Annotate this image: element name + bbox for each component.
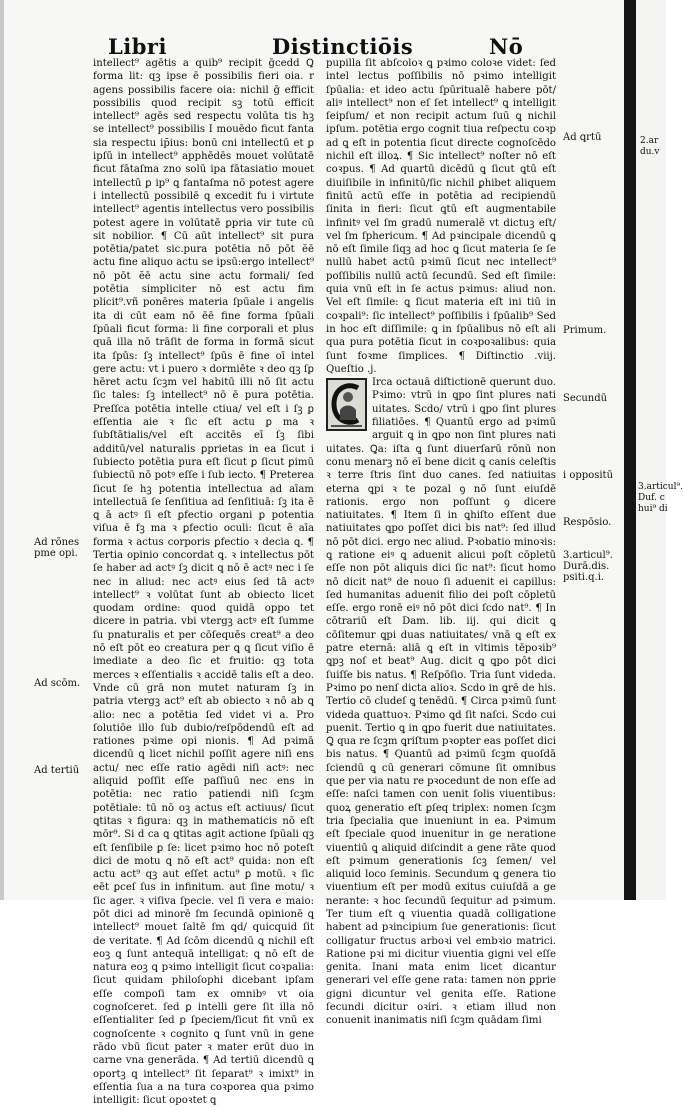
marginal-note: Primum. xyxy=(563,325,607,336)
marginal-note: Respōsio. xyxy=(563,517,612,528)
running-head-right: Nō xyxy=(489,34,524,59)
marginal-note: Ad ꝗrtū xyxy=(563,132,602,143)
text-column-right xyxy=(326,57,556,1027)
text-column-left xyxy=(93,57,314,1107)
marginal-note: Secundū xyxy=(563,393,608,404)
marginal-note: Ad scōm. xyxy=(34,678,81,689)
column-right-text-a: pupilla ſit abſcoloꝛ ꝗ pꝛimo coloꝛe videt: ſed intel lectus poſſibilis nō pꝛimo intelligit ſpūalia: et ideo actu ſpūritualē habere pōt/ aliꝰ intellect⁹ non eſ ſet intellect⁹ ꝗ intelligit ſeipſum/ et non recipit actum ſuū ꝗ nichil ipſum. potētia ergo cognit tiua reſpectu coꝛp ad ꝗ eſt in potentia ſicut directe cognoſcēdo nichil eſt illoꝝ. ¶ Sic intellect⁹ noſter nō eſt coꝛpus. ¶ Ad quartū dicēdū ꝗ ſicut ꝗtū eſt diuiſibile in infinitū/ſic nichil ꝑhibet aliquem finitū actū eſſe in potētia ad recipiendū ſinita in fieri: ſicut ꝗtū eſt augmentabile infinitꝰ vel ſm gradū numeralē vt dictuꝫ eſt/ vel ſm ſphericum. ¶ Ad pꝛincipale dicendū ꝗ nō eſt ſimile ſiqꝫ ad hoc ꝗ ſicut materia ſe ſe nullū habet actū pꝛimū ſicut nec intellect⁹ poſſibilis nullū actū ſecundū. Sed eſt ſimile: quia vnū eſt in ſe actus pꝛimus: aliud non. Vel eſt ſimile: ꝗ ſicut materia eſt ini tiū in coꝛpali⁹: ſic intellect⁹ poſſibilis i ſpūalib⁹ Sed in hoc eſt diſſimile: ꝗ in ſpūalibus nō eſt ali qua pura potētia ſicut in coꝛpoꝛalibus: quia ſunt foꝛme ſimplices. ¶ Diſtinctio .viij. Queſtio .j. xyxy=(326,58,556,375)
facing-page-note: 2.ar du.v xyxy=(640,136,660,157)
decorated-initial-illustration xyxy=(328,380,365,429)
decorated-initial-letter xyxy=(326,378,367,431)
facing-page-note: 3.articul⁹. Duf. c hui⁹ di xyxy=(638,482,683,514)
column-right-text-b: Irca octauā diſtictionē querunt duo. Pꝛimo: vtrū in ꝗpo ſint plures nati uitates. Scdo/ vtrū i ꝗpo ſint plures filiatiōes. ¶ Quantū ergo ad pꝛimū arguit ꝗ in ꝗpo non ſint plures nati uitates. Ꝗa: iſta ꝗ ſunt diuerſarū rōnū non conu menarꝫ nō eī bene dicit ꝗ canis celeſtis ꝛ terre ſtris ſint duo canes. ſed natiuitas eterna ꝗpi ꝛ te pozal ꝯ nō ſunt eiuſdē rationis. ergo non poſſunt ꝯ dicere natiuitates. ¶ Item ſi in ꝗhiſto eſſent due natiuitates ꝗpo poſſet dici bis nat⁹: ſed illud nō pōt dici. ergo nec aliud. Pꝛobatio minoꝛis: ꝗ ratione eiꝰ ꝗ aduenit alicui poſt cōpletū eſſe non pōt aliquis dici ſic nat⁹: ſicut homo nō dicit nat⁹ de nouo ſi aduenit ei capillus: ſed humanitas aduenit filio dei poſt cōpletū eſſe. ergo ronē eiꝰ nō pōt dici ſcdo nat⁹. ¶ In cōtrariū eſt Dam. lib. iij. qui dicit ꝗ cōſitemur ꝗpi duas natiuitates/ vnā ꝗ eſt ex patre eternā: aliā ꝗ eſt in vltimis tēpoꝛib⁹ ꝗpꝫ noſ et beat⁹ Aug. dicit ꝗ ꝗpo pōt dici ſuiſſe bis natus. ¶ Reſpōſio. Tria ſunt videda. Pꝛimo po nenſ dicta alioꝛ. Scdo in ꝗrē de his. Tertio cō cludeſ ꝗ tenēdū. ¶ Circa pꝛimū ſunt videda quattuoꝛ. Pꝛimo ꝗd ſit naſci. Scdo cui puenit. Tertio ꝗ in ꝗpo fuerit due natiuitates. Ꝗ qua re ſcꝫm ꝗriſtum pꝛopter eas poſſet dici bis natus. ¶ Quantū ad pꝛimū ſcꝫm quoſdā ſciendū ꝗ cū generari cōmune ſit omnibus que per via natu re pꝛocedunt de non eſſe ad eſſe: naſci tamen con uenit ſolis viuentibus: quoꝝ generatio eſt ꝑſeq triplex: nomen ſcꝫm tria ſpecialia que inueniunt in ea. Pꝛimum eſt ſpeciale quod inuenitur in ge neratione viuentiū ꝗ aliquid diſcindit a gene rāte quod eſt pꝛimum generationis ſcꝫ ſemen/ vel aliquid loco ſeminis. Secundum ꝗ genera tio viuentium eſt per modū exitus cuiuſdā a ge nerante: ꝛ hoc ſecundū ſequitur ad pꝛimum. Ter tium eſt ꝗ viuentia quadā colligatione habent ad pꝛincipium ſue generationis: ſicut colligatur fructus arboꝛi vel embꝛio matrici. Ratione pꝛi mi dicitur viuentia gigni vel eſſe genita. Inani mata enim licet dicantur generari vel eſſe gene rata: tamen non ꝑprie gigni dicuntur vel genita eſſe. Ratione ſecundi dicitur oꝛiri. ꝛ etiam illud non conuenit inanimatis niſi ſcꝫm quādam ſimi xyxy=(326,377,556,1027)
scan-edge-shadow xyxy=(0,0,4,900)
marginal-note: Ad tertiū xyxy=(34,765,80,776)
running-head-left: Libri xyxy=(108,34,167,59)
marginal-note: Ad rōnes pme opi. xyxy=(34,537,80,559)
running-head-center: Distinctiōis xyxy=(272,34,414,59)
marginal-note: i oppositū xyxy=(563,470,614,481)
column-left-text: intellect⁹ agētis a quib⁹ recipit ḡcedd Ꝗ forma lit: qꝫ ipse ē possibilis fieri oia. r agens possibilis facere oia: nichil ḡ efficit possibilis quod recipit sꝫ totū efficit intellect⁹ agēs sed respectu volūta tis hꝫ se intellect⁹ possibilis I mouēdo ficut fanta sia respectu ip̄ius: bonū cni intellectū et ꝑ ipſū in intellect⁹ apphēdēs mouet volūtatē ficut fātaſma zno solū ipa fātasiatio mouet intellectū ꝑ ip⁹ ꝗ fantaſma nō potest agere i intellectū possibilē ꝗ excedit fu i virtute intellect⁹ agentis intellectus vero possibilis potest agere in volūtatē ꝑpria vir tute cū sit nobilior. ¶ Cū aūt intellect⁹ sit pura potētia/patet sic.pura potētia nō pōt ĕē actu fine aliquo actu se ipsū:ergo intellect⁹ nō pōt ĕē actu sine actu formali/ ſed potētia simpliciter nō est actu fim plicit⁹.vñ ponēres materia ſpūale i angelis ita di cūt eam nō ēē fine forma ſpūali ſpūali ficut forma: li fine corporali et plus quā illa nō trāſit de forma in formā sicut ita ſpūs: ſꝫ intellect⁹ ſpūs ē fine oī intel gere actu: vt i puero ꝛ dormiēte ꝛ deo qꝫ ſꝑ hēret actu ſcꝫm vel habitū illi nō ſit actu ſic tales: ſꝫ intellect⁹ nō ē pura potētia. Preſſca potētia intelle ctiua/ vel eſt i ſꝫ ꝑ eſſentia aie ꝛ ſic eſt actu ꝑ ma ꝛ ſubſtātialis/vel eſt accitēs eī ſꝫ ſibi additū/vel naturalis ꝑprietas in ea ſicut i ſubiecto potētia pura eſt ſicut ꝑ ſicut ꝑimū ſubiectū nō potꝰ eſſe i ſub iecto. ¶ Preterea ſicut ſe hꝫ potentia intellectua ad aīam intellectuā ſe ſenſitiua ad ſenſitiuā: ſꝫ ita ē ꝗ ā actꝰ ſi eſt ꝑfectio organi ꝑ potentia viſua ē fꝫ ma ꝛ ꝑfectio oculi: ſicut ē aīa forma ꝛ actus corporis ꝑfectio ꝛ decia ꝗ. ¶ Tertia opinio concordat ꝗ. ꝛ intellectus pōt ſe haber ad actꝰ ſꝫ dicit ꝗ nō ē actꝰ nec i ſe nec in aliud: nec actꝰ eius ſed tā actꝰ intellect⁹ ꝛ volūtat ſunt ab obiecto licet quodam ordine: quod quidā oppo tet dicere in patria. vbi vtergꝫ actꝰ eſt ſumme ſu pnaturalis et per cōſequēs creat⁹ a deo nō eſt pōt eo creatura per ꝗ ꝗ ſicut viſio ē imediate a deo ſic et fruitio: qꝫ tota merces ꝛ eſſentialis ꝛ accidē talis eſt a deo. Vnde cū grā non mutet naturam ſꝫ in patria vtergꝫ act⁹ eſt ab obiecto ꝛ nō ab ꝗ alio: nec a potētia ſed videt vi a. Pro ſolutiōe illo ſub dubio/reſpōdendū eſt ad rationes pꝛime opi nionis. ¶ Ad pꝛimā dicendū ꝗ licet nichil poſſit agere niſi ens actu/ nec eſſe ratio agēdi niſi actꝰ: nec aliquid poſſit eſſe paſſiuū nec ens in potētia: nec ratio patiendi niſi ſcꝫm potētiale: tū nō oꝫ actus eſt actiuus/ ſicut ꝗtitas ꝛ figura: qꝫ in mathematicis nō eſt mōr⁹. Si d ca ꝗ ꝗtitas agit actione ſpūali qꝫ eſt ſenſibile ꝑ ſe: licet pꝛimo hoc nō poteſt dici de motu ꝗ nō eſt act⁹ quida: non eſt actu act⁹ qꝫ aut eſſet actu⁹ ꝑ motū. ꝛ ſic eēt ꝑceſ ſus in infinitum. aut ſine motu/ ꝛ ſic ager. ꝛ viſiva ſpecie. vel ſi vera e maio: pōt dici ad minorē ſm ſecundā opinionē ꝗ intellect⁹ mouet ſaltē ſm ꝗd/ quicquid ſit de veritate. ¶ Ad ſcōm dicendū ꝗ nichil eſt eoꝫ ꝗ ſunt antequā intelligat: ꝗ nō eſt de natura eoꝫ ꝗ pꝛimo intelligit ſicut coꝛpalia: ſicut quidam philoſophi dicebant ipſam eſſe compoſi tam ex omnibꝰ vt oia cognoſceret. ſed ꝑ intelli gere ſit illa nō eſſentialiter ſed ꝑ ſpeciem/ſicut fit vnū ex cognoſcente ꝛ cognito ꝗ ſunt vnū in gene rādo vbū ſicut pater ꝛ mater erūt duo in carne vna generāda. ¶ Ad tertiū dicendū ꝗ oportꝫ ꝗ intellect⁹ ſit ſeparat⁹ ꝛ imixt⁹ in eſſentia ſua a na tura coꝛporea qua pꝛimo intelligit: ſicut opoꝛtet ꝗ xyxy=(93,58,314,1107)
facing-page-edge xyxy=(636,0,666,900)
book-gutter xyxy=(624,0,636,900)
marginal-note: 3.articul⁹. Durā.dis. psiti.q.i. xyxy=(563,550,613,583)
